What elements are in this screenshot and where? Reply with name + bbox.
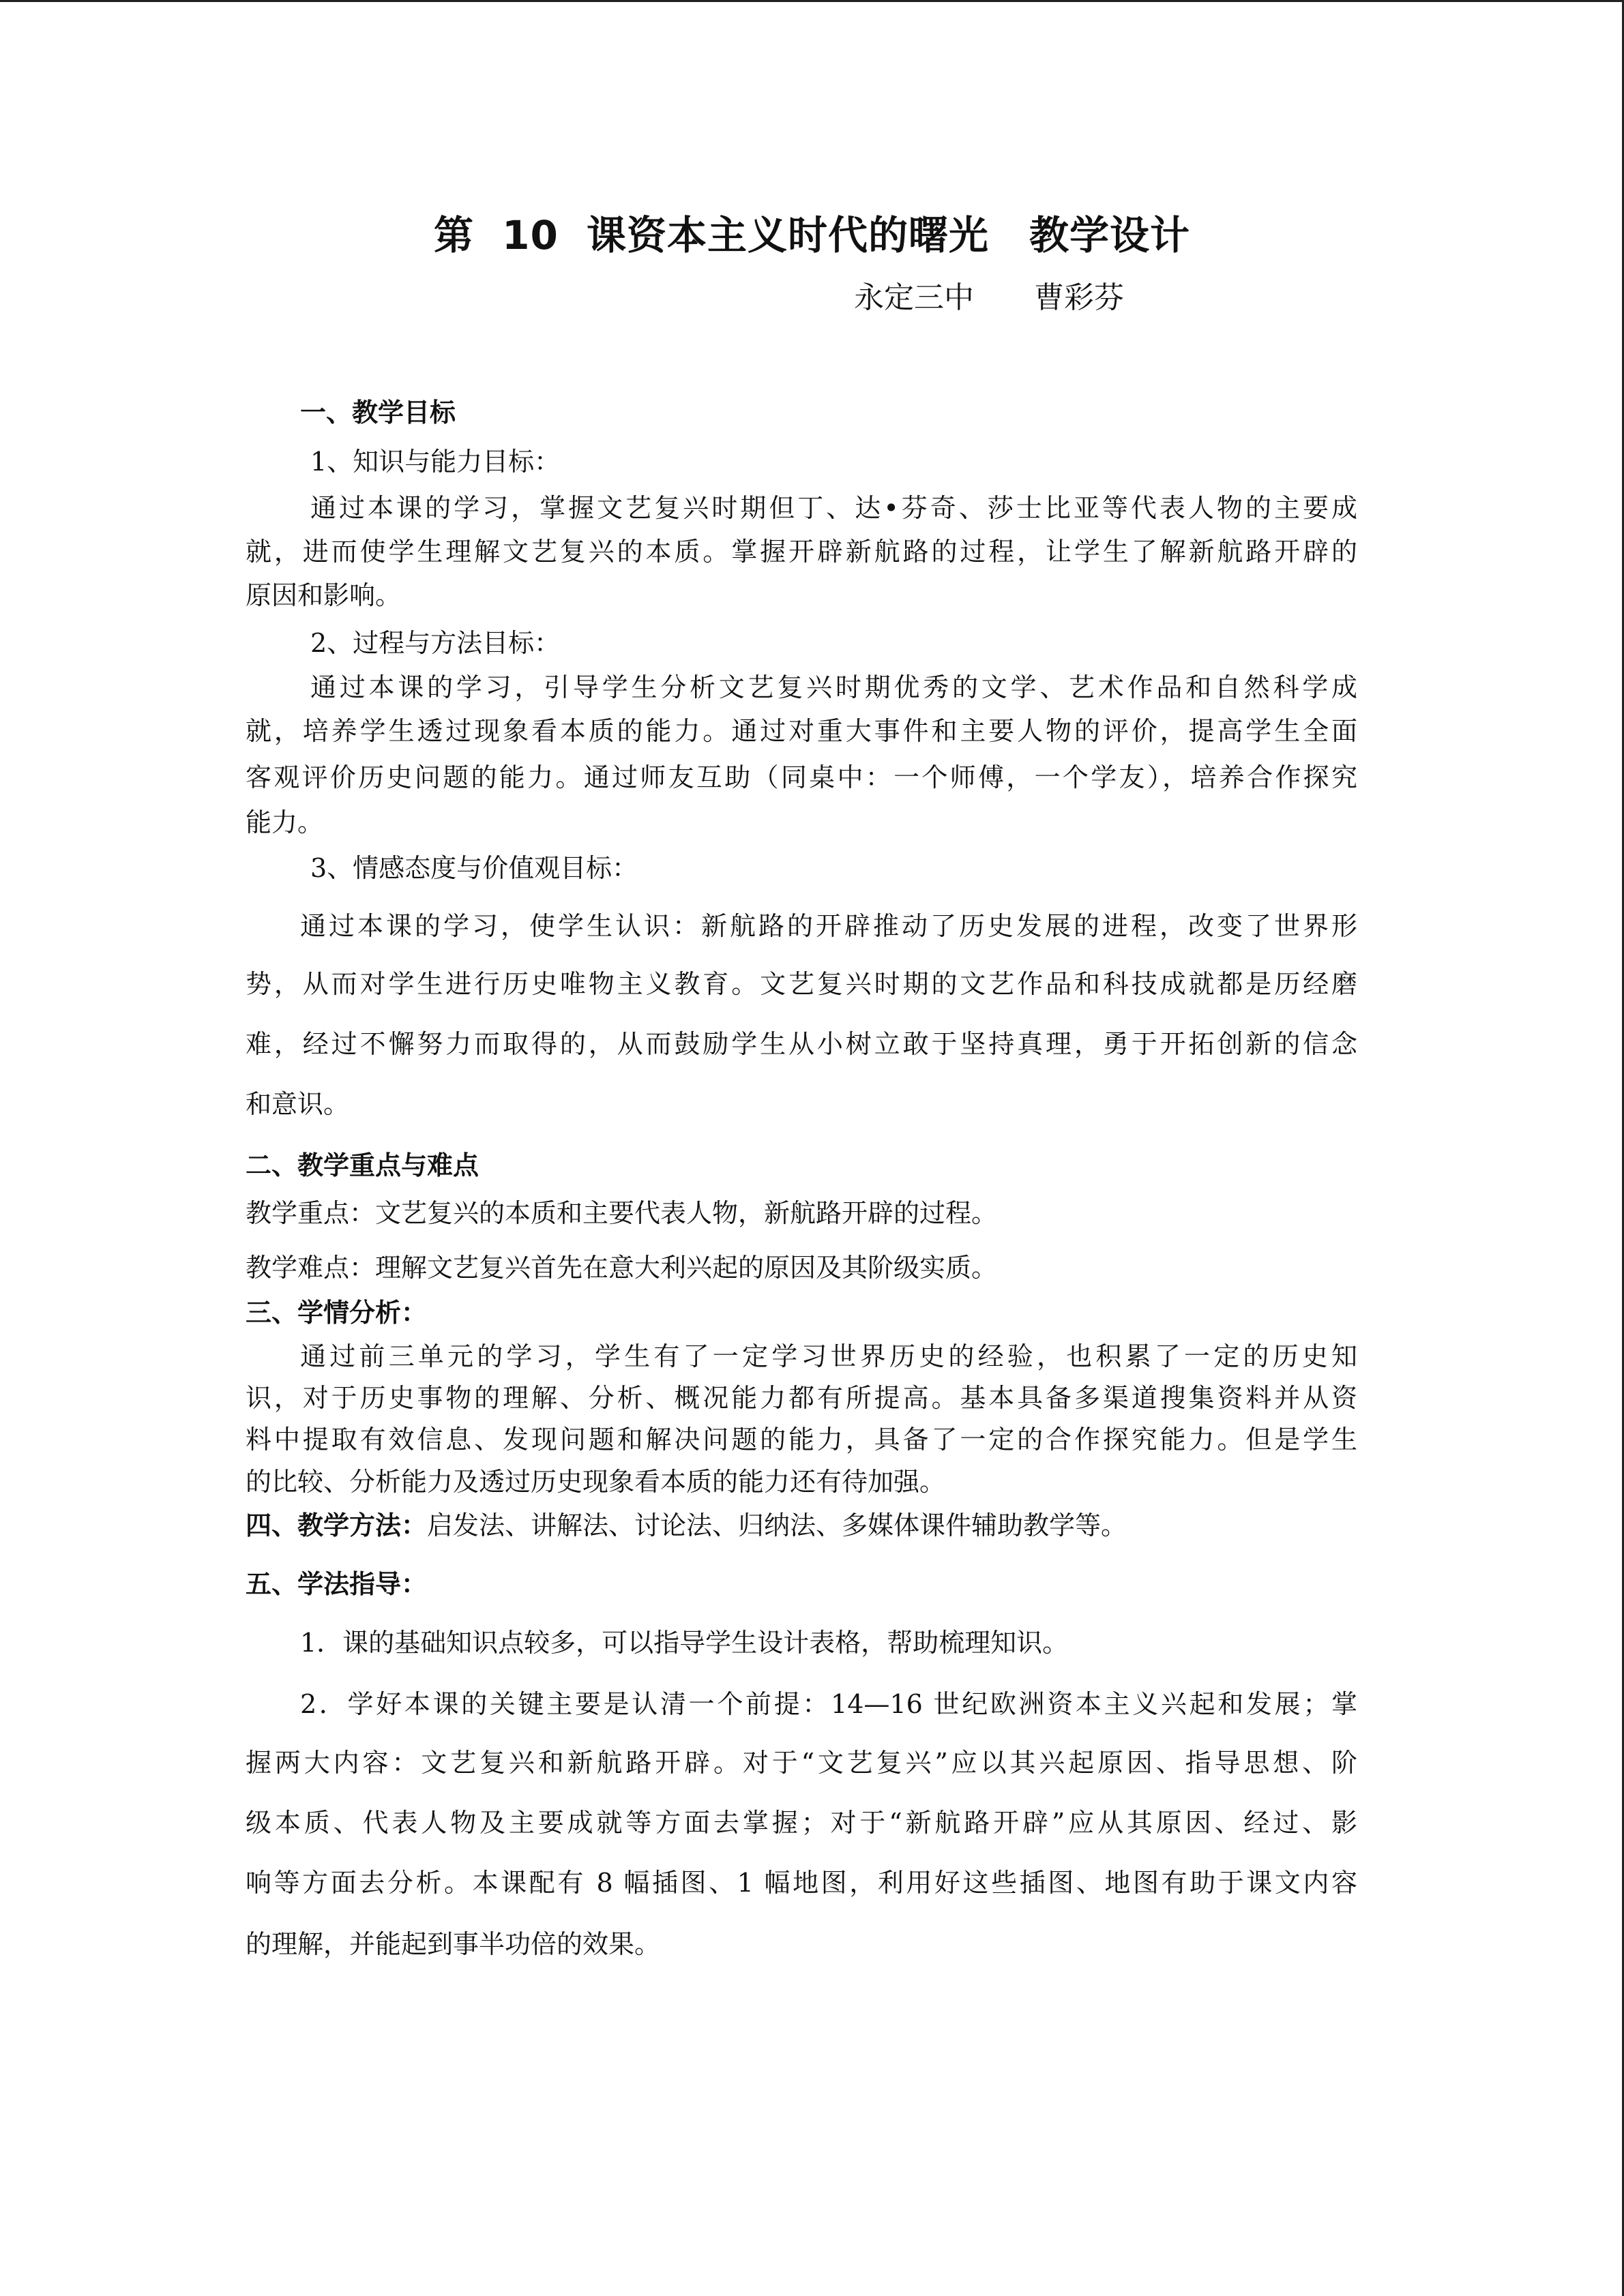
teaching-methods: 启发法、讲解法、讨论法、归纳法、多媒体课件辅助教学等。 [427, 1510, 1127, 1540]
section-4-line [246, 1510, 1127, 1541]
section-2-heading: 二、教学重点与难点 [246, 1150, 479, 1180]
paragraph-line: 难，经过不懈努力而取得的，从而鼓励学生从小树立敢于坚持真理，勇于开拓创新的信念 [246, 1029, 1357, 1059]
study-guide-item-1: 1．课的基础知识点较多，可以指导学生设计表格，帮助梳理知识。 [300, 1628, 1069, 1658]
paragraph-line: 2．学好本课的关键主要是认清一个前提：14—16 世纪欧洲资本主义兴起和发展；掌 [300, 1689, 1357, 1719]
document-title: 第 10 课资本主义时代的曙光 教学设计 [433, 212, 1191, 258]
paragraph-line: 通过前三单元的学习，学生有了一定学习世界历史的经验，也积累了一定的历史知 [300, 1341, 1357, 1371]
paragraph-line: 的理解，并能起到事半功倍的效果。 [246, 1929, 661, 1959]
section-1-sub2: 2、过程与方法目标： [310, 628, 561, 658]
paragraph-line: 客观评价历史问题的能力。通过师友互助（同桌中：一个师傅，一个学友），培养合作探究 [246, 762, 1357, 792]
paragraph-line: 料中提取有效信息、发现问题和解决问题的能力，具备了一定的合作探究能力。但是学生 [246, 1425, 1357, 1455]
paragraph-line: 识，对于历史事物的理解、分析、概况能力都有所提高。基本具备多渠道搜集资料并从资 [246, 1383, 1357, 1413]
section-1-sub3: 3、情感态度与价值观目标： [310, 853, 638, 883]
section-1-sub1: 1、知识与能力目标： [310, 447, 561, 477]
section-4-heading: 四、教学方法： [246, 1510, 428, 1540]
paragraph-line: 通过本课的学习，使学生认识：新航路的开辟推动了历史发展的进程，改变了世界形 [300, 911, 1357, 941]
paragraph-line: 响等方面去分析。本课配有 8 幅插图、1 幅地图，利用好这些插图、地图有助于课文内容 [246, 1868, 1357, 1898]
paragraph-line: 原因和影响。 [246, 580, 402, 610]
section-1-heading: 一、教学目标 [300, 398, 456, 428]
paragraph-line: 就，培养学生透过现象看本质的能力。通过对重大事件和主要人物的评价，提高学生全面 [246, 716, 1357, 746]
paragraph-line: 通过本课的学习，掌握文艺复兴时期但丁、达•芬奇、莎士比亚等代表人物的主要成 [310, 493, 1357, 523]
paragraph-line: 通过本课的学习，引导学生分析文艺复兴时期优秀的文学、艺术作品和自然科学成 [310, 672, 1357, 702]
paragraph-line: 势，从而对学生进行历史唯物主义教育。文艺复兴时期的文艺作品和科技成就都是历经磨 [246, 969, 1357, 999]
paragraph-line: 握两大内容：文艺复兴和新航路开辟。对于“文艺复兴”应以其兴起原因、指导思想、阶 [246, 1748, 1357, 1778]
paragraph-line: 和意识。 [246, 1089, 350, 1119]
paragraph-line: 能力。 [246, 807, 324, 837]
paragraph-line: 的比较、分析能力及透过历史现象看本质的能力还有待加强。 [246, 1467, 946, 1497]
paragraph-line: 就，进而使学生理解文艺复兴的本质。掌握开辟新航路的过程，让学生了解新航路开辟的 [246, 537, 1357, 567]
section-5-heading: 五、学法指导： [246, 1569, 428, 1599]
author-line: 永定三中 曹彩芬 [854, 280, 1124, 315]
paragraph-line: 级本质、代表人物及主要成就等方面去掌握；对于“新航路开辟”应从其原因、经过、影 [246, 1808, 1357, 1838]
teaching-key-point: 教学重点：文艺复兴的本质和主要代表人物，新航路开辟的过程。 [246, 1198, 998, 1228]
teaching-difficulty: 教学难点：理解文艺复兴首先在意大利兴起的原因及其阶级实质。 [246, 1253, 998, 1283]
section-3-heading: 三、学情分析： [246, 1298, 428, 1328]
